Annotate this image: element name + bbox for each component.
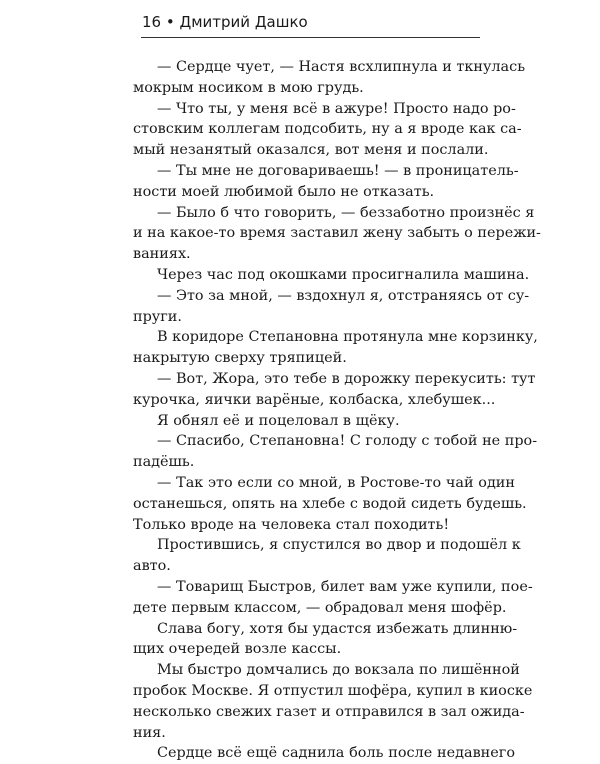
text-line: щих очередей возле кассы.	[133, 641, 342, 658]
text-line: — Вот, Жора, это тебе в дорожку перекусить: тут	[157, 370, 536, 387]
paragraph	[133, 161, 519, 203]
text-line: Простившись, я спустился во двор и подошёл к	[157, 537, 521, 554]
text-line: — Товарищ Быстров, билет вам уже купили, пое-	[157, 578, 533, 595]
text-line: пруги.	[133, 308, 182, 325]
author-name: Дмитрий Дашко	[179, 13, 308, 31]
paragraph	[133, 577, 533, 619]
paragraph	[133, 57, 526, 99]
text-line: — Спасибо, Степановна! С голоду с тобой не про-	[157, 433, 538, 450]
text-line: — Сердце чует, — Настя всхлипнула и ткнулась	[157, 59, 526, 75]
text-line: накрытую сверху тряпицей.	[133, 350, 347, 367]
text-line: Слава богу, хотя бы удастся избежать длинню-	[157, 620, 518, 637]
text-line: стовским коллегам подсобить, ну а я вроде как са-	[133, 121, 522, 138]
text-line: — Было б что говорить, — беззаботно произнёс я	[157, 204, 535, 221]
page-number: 16	[142, 13, 162, 31]
text-line: Сердце всё ещё саднила боль после недавнего	[157, 745, 515, 762]
text-line: В коридоре Степановна протянула мне корзинку,	[157, 329, 538, 346]
paragraph	[133, 286, 530, 328]
text-line: мый незанятый оказался, вот меня и послали.	[133, 142, 489, 159]
paragraph	[133, 660, 533, 743]
text-line: падёшь.	[133, 454, 195, 471]
text-line: — Так это если со мной, в Ростове-то чай один	[157, 474, 515, 491]
paragraph	[133, 99, 522, 161]
text-line: авто.	[133, 558, 171, 575]
text-line: пробок Москве. Я отпустил шофёра, купил в киоске	[133, 682, 533, 699]
text-line: ваниях.	[133, 246, 191, 263]
text-line: — Это за мной, — вздохнул я, отстраняясь от су-	[157, 287, 530, 304]
paragraph	[133, 473, 527, 535]
paragraph	[133, 369, 536, 411]
text-line: останешься, опять на хлебе с водой сидеть будешь.	[133, 495, 527, 512]
paragraph	[133, 535, 521, 577]
running-header	[142, 13, 308, 31]
paragraph	[133, 743, 515, 764]
text-line: — Что ты, у меня всё в ажуре! Просто надо ро-	[157, 100, 516, 117]
paragraph	[133, 203, 541, 265]
text-line: мокрым носиком в мою грудь.	[133, 79, 364, 96]
text-line: Только вроде на человека стал походить!	[133, 516, 450, 533]
paragraph	[133, 327, 538, 369]
header-bullet: •	[165, 13, 175, 31]
text-line: ния.	[133, 724, 166, 741]
header-rule	[141, 37, 480, 38]
text-line: Я обнял её и поцеловал в щёку.	[157, 412, 400, 429]
text-line: ности моей любимой было не отказать.	[133, 183, 435, 200]
paragraph	[133, 431, 538, 473]
text-line: дете первым классом, — обрадовал меня шофёр.	[133, 599, 507, 616]
body-text	[133, 57, 541, 764]
text-line: Мы быстро домчались до вокзала по лишённой	[157, 662, 520, 679]
text-line: Через час под окошками просигналила машина.	[157, 266, 530, 283]
text-line: — Ты мне не договариваешь! — в проницатель-	[157, 162, 519, 179]
text-line: курочка, яички варёные, колбаска, хлебушек...	[133, 391, 496, 408]
text-line: несколько свежих газет и отправился в зал ожида-	[133, 703, 525, 720]
paragraph	[133, 265, 530, 286]
text-line: и на какое-то время заставил жену забыть о пережи-	[133, 225, 541, 242]
paragraph	[133, 619, 518, 661]
paragraph	[133, 411, 515, 432]
